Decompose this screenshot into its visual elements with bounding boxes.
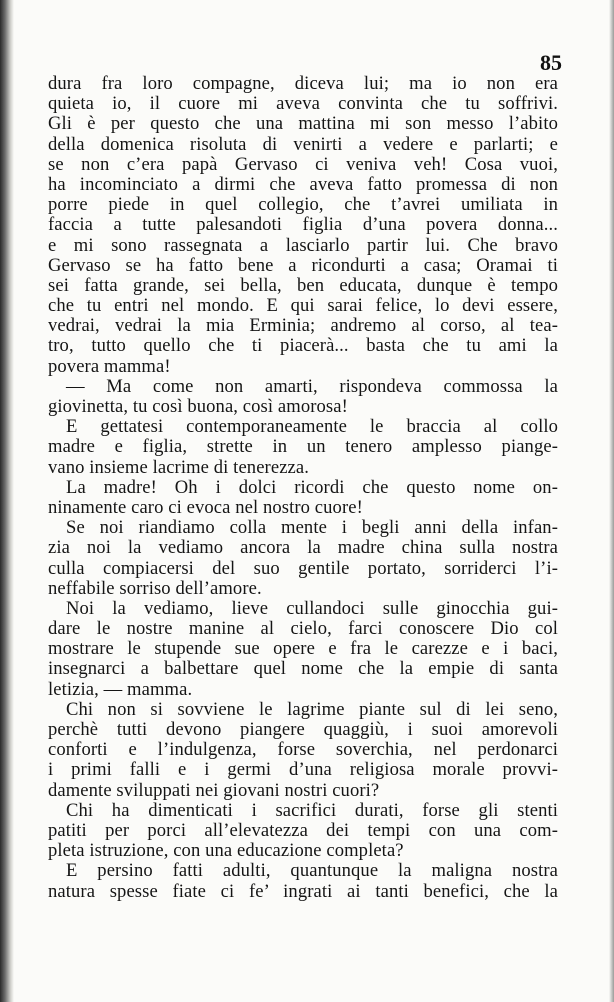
text-line: porre piede in quel collegio, che t’avrei umiliata in xyxy=(48,194,558,216)
body-text xyxy=(48,74,558,902)
text-line: quieta io, il cuore mi aveva convinta che tu soffrivi. xyxy=(48,93,558,115)
text-line: E persino fatti adulti, quantunque la maligna nostra xyxy=(66,860,558,882)
text-line: ha incominciato a dirmi che aveva fatto promessa di non xyxy=(48,173,558,195)
text-line: patiti per porci all’elevatezza dei tempi con una com- xyxy=(48,819,558,841)
text-line: vedrai, vedrai la mia Erminia; andremo al corso, al tea- xyxy=(48,315,558,337)
text-line: Gervaso se ha fatto bene a ricondurti a casa; Oramai ti xyxy=(48,254,558,276)
text-line: vano insieme lacrime di tenerezza. xyxy=(48,456,309,478)
text-line: insegnarci a balbettare quel nome che la empie di santa xyxy=(48,658,558,680)
text-line: natura spesse fiate ci fe’ ingrati ai tanti benefici, che la xyxy=(48,880,558,902)
text-line: zia noi la vediamo ancora la madre china sulla nostra xyxy=(48,537,558,559)
text-line: Noi la vediamo, lieve cullandoci sulle ginocchia gui- xyxy=(66,597,558,619)
text-line: E gettatesi contemporaneamente le braccia al collo xyxy=(66,416,558,438)
text-line: madre e figlia, strette in un tenero amplesso piange- xyxy=(48,436,558,458)
text-line: La madre! Oh i dolci ricordi che questo nome on- xyxy=(66,476,558,498)
text-line: sei fatta grande, sei bella, ben educata, dunque è tempo xyxy=(48,274,558,296)
text-line: letizia, — mamma. xyxy=(48,678,193,700)
text-line: i primi falli e i germi d’una religiosa morale provvi- xyxy=(48,759,558,781)
text-line: damente sviluppati nei giovani nostri cuori? xyxy=(48,779,380,801)
text-line: che tu entri nel mondo. E qui sarai felice, lo devi essere, xyxy=(48,295,558,317)
text-line: conforti e l’indulgenza, forse soverchia, nel perdonarci xyxy=(48,739,558,761)
text-line: se non c’era papà Gervaso ci veniva veh! Cosa vuoi, xyxy=(48,153,558,175)
text-line: tro, tutto quello che ti piacerà... basta che tu ami la xyxy=(48,335,558,357)
text-line: culla compiacersi del suo gentile portato, sorriderci l’i- xyxy=(48,557,558,579)
text-line: perchè tutti devono piangere quaggiù, i suoi amorevoli xyxy=(48,719,558,740)
page-edge-shadow xyxy=(609,0,614,1002)
text-line: — Ma come non amarti, rispondeva commossa la xyxy=(66,375,558,397)
text-line: Chi ha dimenticati i sacrifici durati, forse gli stenti xyxy=(66,799,558,821)
text-line: dura fra loro compagne, diceva lui; ma io non era xyxy=(48,73,558,94)
text-line: mostrare le stupende sue opere e fra le carezze e i baci, xyxy=(48,638,558,660)
text-line: dare le nostre manine al cielo, farci conoscere Dio col xyxy=(48,618,558,640)
text-line: giovinetta, tu così buona, così amorosa! xyxy=(48,396,348,417)
text-line: pleta istruzione, con una educazione completa? xyxy=(48,840,404,862)
text-line: e mi sono rassegnata a lasciarlo partir lui. Che bravo xyxy=(48,234,558,256)
page-number: 85 xyxy=(540,50,562,75)
text-line: neffabile sorriso dell’amore. xyxy=(48,577,262,599)
text-line: Chi non si sovviene le lagrime piante sul di lei seno, xyxy=(66,698,558,720)
text-line: Gli è per questo che una mattina mi son messo l’abito xyxy=(48,113,558,135)
text-line: ninamente caro ci evoca nel nostro cuore! xyxy=(48,496,363,518)
text-line: povera mamma! xyxy=(48,355,171,377)
text-line: faccia a tutte palesandoti figlia d’una povera donna... xyxy=(48,214,558,236)
text-line: della domenica risoluta di venirti a vedere e parlarti; e xyxy=(48,133,558,155)
binding-shadow xyxy=(0,0,14,1002)
text-line: Se noi riandiamo colla mente i begli anni della infan- xyxy=(66,517,558,539)
